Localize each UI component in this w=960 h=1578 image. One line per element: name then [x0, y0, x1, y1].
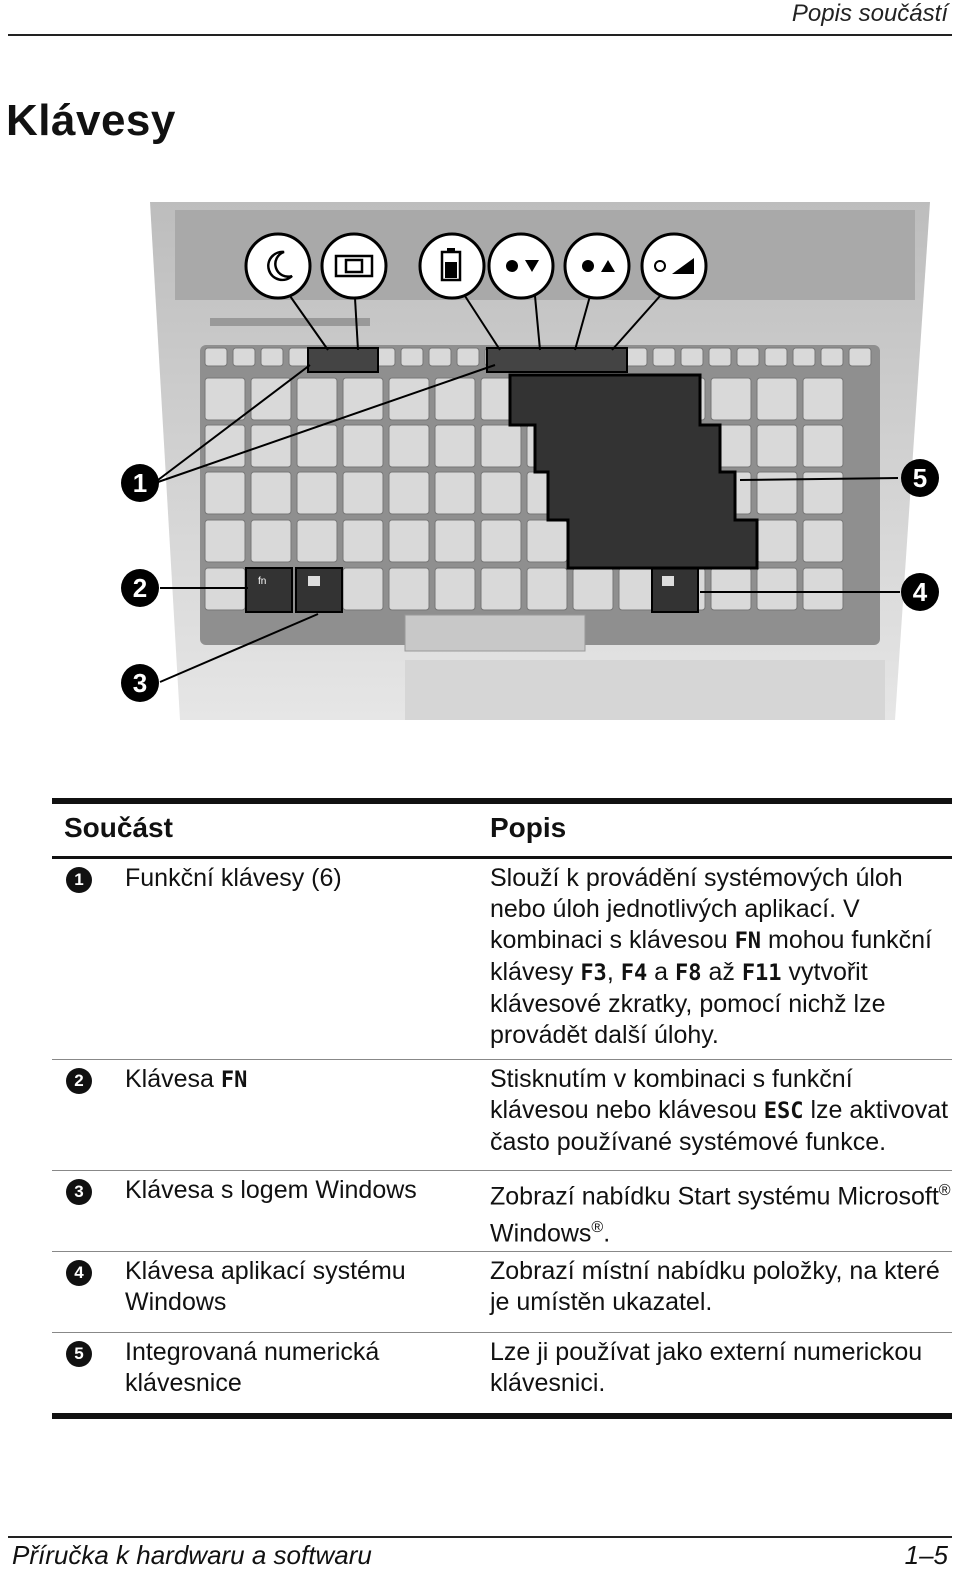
svg-text:fn: fn: [258, 576, 267, 587]
keyboard-key: [803, 568, 843, 610]
row-description: Zobrazí nabídku Start systému Microsoft® Windows®.: [490, 1182, 951, 1248]
keyboard-key: [389, 520, 429, 562]
svg-text:3: 3: [132, 668, 148, 698]
keyboard-key: [435, 425, 475, 467]
callout-4: [901, 573, 939, 611]
callout-3: [121, 664, 159, 702]
keyboard-key: [343, 472, 383, 514]
keyboard-key: [297, 378, 337, 420]
table-row: [52, 1171, 952, 1252]
keyboard-key: [435, 520, 475, 562]
keyboard-key: [389, 472, 429, 514]
keyboard-key: [803, 378, 843, 420]
touchpad-buttons: [405, 615, 585, 651]
touchpad: [405, 660, 885, 720]
table-header: [52, 804, 952, 859]
header-text: Popis součástí: [791, 0, 948, 27]
keyboard-key: [803, 425, 843, 467]
col-header-part: Součást: [64, 812, 173, 843]
f3-f4-keys-highlight: [308, 348, 378, 372]
keyboard-key: [457, 348, 479, 366]
svg-text:1: 1: [132, 468, 148, 498]
keyboard-key: [803, 520, 843, 562]
table-row: [52, 859, 952, 1060]
keyboard-key: [389, 425, 429, 467]
keyboard-key: [757, 378, 797, 420]
keyboard-key: [757, 472, 797, 514]
row-part: Integrovaná numerická klávesnice: [125, 1338, 380, 1397]
keyboard-key: [481, 520, 521, 562]
keyboard-key: [711, 378, 751, 420]
keyboard-key: [205, 425, 245, 467]
svg-text:5: 5: [912, 463, 928, 493]
keyboard-key: [527, 568, 567, 610]
row-number: 5: [66, 1341, 92, 1367]
callout-1: [121, 464, 159, 502]
table-row: [52, 1333, 952, 1413]
keyboard-key: [343, 568, 383, 610]
row-part: Klávesa s logem Windows: [125, 1176, 417, 1204]
fn-key-highlight: [246, 568, 292, 612]
row-description: Zobrazí místní nabídku položky, na které je umístěn ukazatel.: [490, 1257, 940, 1316]
row-number: 2: [66, 1068, 92, 1094]
keyboard-key: [205, 378, 245, 420]
running-header: [8, 0, 952, 36]
row-part: Funkční klávesy (6): [125, 864, 342, 892]
keyboard-key: [343, 378, 383, 420]
keyboard-key: [205, 348, 227, 366]
row-part: Klávesa aplikací systému Windows: [125, 1257, 406, 1316]
callout-5: [901, 459, 939, 497]
svg-text:2: 2: [132, 573, 148, 603]
keyboard-key: [757, 568, 797, 610]
keyboard-key: [205, 472, 245, 514]
row-number: 4: [66, 1260, 92, 1286]
row-description: Slouží k provádění systémových úloh nebo úloh jednotlivých aplikací. V kombinaci s klávesou FN mohou funkční klávesy F3, F4 a F8 až F11 vytvořit klávesové zkratky, pomocí nichž lze provádět další úlohy.: [490, 864, 932, 1049]
callout-2: [121, 569, 159, 607]
keyboard-key: [709, 348, 731, 366]
windows-key-highlight: [296, 568, 342, 612]
keyboard-key: [625, 348, 647, 366]
keyboard-key: [429, 348, 451, 366]
keyboard-key: [737, 348, 759, 366]
keyboard-key: [681, 348, 703, 366]
row-description: Lze ji používat jako externí numerickou klávesnici.: [490, 1338, 923, 1397]
keyboard-key: [401, 348, 423, 366]
f8-f11-keys-highlight: [487, 348, 627, 372]
keyboard-key: [757, 520, 797, 562]
keyboard-key: [481, 472, 521, 514]
keyboard-key: [389, 568, 429, 610]
keyboard-key: [711, 568, 751, 610]
row-number: 3: [66, 1179, 92, 1205]
table-row: [52, 1060, 952, 1171]
keyboard-illustration: [0, 190, 960, 730]
keyboard-key: [765, 348, 787, 366]
keyboard-key: [233, 348, 255, 366]
keyboard-key: [573, 568, 613, 610]
application-key-highlight: [652, 568, 698, 612]
speaker-grille: [210, 318, 370, 326]
components-table: [52, 798, 952, 1419]
keyboard-key: [205, 520, 245, 562]
keyboard-key: [849, 348, 871, 366]
row-part: Klávesa FN: [125, 1065, 248, 1093]
running-footer: [8, 1536, 952, 1578]
keyboard-key: [435, 568, 475, 610]
keyboard-key: [251, 472, 291, 514]
col-header-description: Popis: [490, 812, 567, 843]
keyboard-key: [251, 520, 291, 562]
keyboard-key: [653, 348, 675, 366]
keyboard-key: [527, 520, 567, 562]
keyboard-key: [251, 425, 291, 467]
keyboard-key: [757, 425, 797, 467]
page-number: 1–5: [904, 1540, 948, 1570]
keyboard-key: [261, 348, 283, 366]
page-title: Klávesy: [6, 96, 176, 145]
keyboard-key: [343, 520, 383, 562]
table-bottom-rule: [52, 1413, 952, 1419]
keyboard-key: [821, 348, 843, 366]
footer-title: Příručka k hardwaru a softwaru: [12, 1540, 372, 1570]
keyboard-key: [297, 472, 337, 514]
keyboard-key: [343, 425, 383, 467]
keyboard-key: [793, 348, 815, 366]
keyboard-key: [481, 568, 521, 610]
row-number: 1: [66, 867, 92, 893]
svg-text:4: 4: [912, 577, 928, 607]
table-row: [52, 1252, 952, 1333]
keyboard-key: [435, 472, 475, 514]
keyboard-key: [297, 520, 337, 562]
row-description: Stisknutím v kombinaci s funkční klávesou nebo klávesou ESC lze aktivovat často používané systémové funkce.: [490, 1065, 949, 1156]
keyboard-key: [481, 425, 521, 467]
